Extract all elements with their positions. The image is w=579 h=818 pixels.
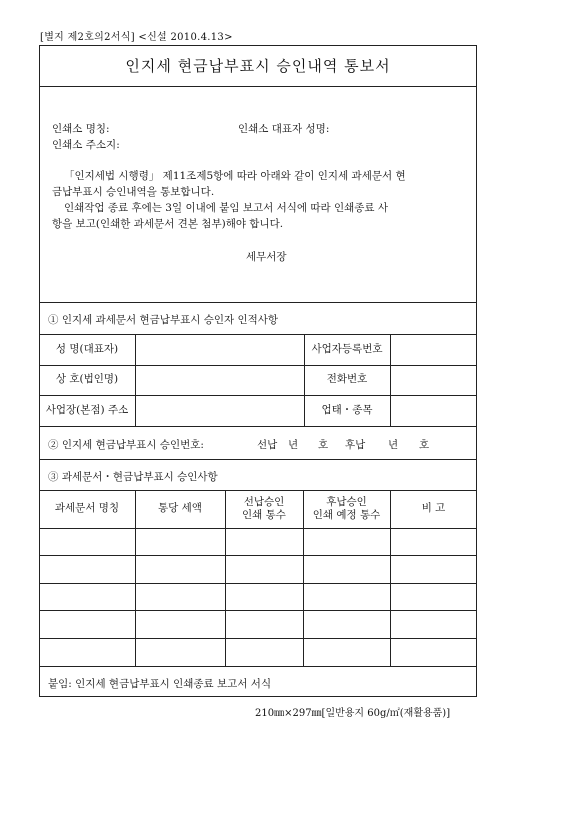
business-reg-number-label: 사업자등록번호 — [311, 342, 383, 355]
approval-number-label: ② 인지세 현금납부표시 승인번호: — [48, 439, 204, 451]
table-row[interactable] — [39, 555, 477, 583]
business-address-field[interactable] — [135, 395, 304, 426]
business-type-field[interactable] — [390, 395, 477, 426]
postpay-year-label: 년 — [388, 439, 399, 451]
prepay-year-label: 년 — [288, 439, 299, 451]
col-document-name: 과세문서 명칭 — [54, 502, 120, 515]
table-row[interactable] — [39, 610, 477, 638]
paper-spec-note: 210㎜×297㎜[일반용지 60g/㎡(재활용품)] — [255, 708, 451, 719]
company-name-field[interactable] — [135, 365, 304, 395]
col-tax-per-copy: 통당 세액 — [158, 502, 202, 515]
col-prepay-line-2: 인쇄 통수 — [242, 509, 286, 521]
company-name-label: 상 호(법인명) — [55, 373, 119, 386]
business-address-label: 사업장(본점) 주소 — [45, 403, 129, 416]
divider — [39, 666, 477, 667]
col-prepay-line-1: 선납승인 — [243, 495, 285, 508]
applicant-name-label: 성 명(대표자) — [55, 342, 119, 355]
form-header: [별지 제2호의2서식] <신설 2010.4.13> — [40, 32, 233, 43]
postpay-number-label: 호 — [419, 439, 430, 451]
business-type-label: 업태・종목 — [321, 403, 373, 416]
notice-paragraph-1-line-2: 금납부표시 승인내역을 통보합니다. — [52, 186, 215, 198]
postpay-label: 후납 — [345, 439, 366, 451]
applicant-name-field[interactable] — [135, 334, 304, 365]
table-row[interactable] — [39, 583, 477, 610]
notice-paragraph-2-line-2: 항을 보고(인쇄한 과세문서 견본 첨부)해야 합니다. — [52, 218, 284, 230]
table-row[interactable] — [39, 638, 477, 666]
prepay-label: 선납 — [257, 439, 278, 451]
print-shop-name-label: 인쇄소 명칭: — [52, 123, 110, 135]
tax-office-head-signer: 세무서장 — [246, 251, 287, 263]
notice-paragraph-2-line-1: 인쇄작업 종료 후에는 3일 이내에 붙임 보고서 서식에 따라 인쇄종료 사 — [64, 202, 389, 214]
divider — [39, 302, 477, 303]
form-title-text: 인지세 현금납부표시 승인내역 통보서 — [125, 57, 391, 75]
notice-paragraph-1-line-1: 「인지세법 시행령」 제11조제5항에 따라 아래와 같이 인지세 과세문서 현 — [64, 170, 406, 182]
phone-number-field[interactable] — [390, 365, 477, 395]
print-shop-address-label: 인쇄소 주소지: — [52, 139, 120, 151]
attachment-note: 붙임: 인지세 현금납부표시 인쇄종료 보고서 서식 — [48, 678, 272, 690]
col-postpay-line-2: 인쇄 예정 통수 — [312, 509, 381, 521]
print-shop-rep-label: 인쇄소 대표자 성명: — [238, 123, 330, 135]
divider — [39, 426, 477, 427]
divider — [39, 459, 477, 460]
col-remarks: 비 고 — [421, 502, 446, 515]
col-postpay-print-count — [303, 490, 390, 528]
section1-heading: ① 인지세 과세문서 현금납부표시 승인자 인적사항 — [48, 314, 279, 326]
phone-number-label: 전화번호 — [326, 373, 368, 386]
business-reg-number-field[interactable] — [390, 334, 477, 365]
col-postpay-line-1: 후납승인 — [326, 495, 367, 508]
table-row[interactable] — [39, 528, 477, 555]
section3-heading: ③ 과세문서・현금납부표시 승인사항 — [48, 471, 218, 483]
col-prepay-print-count — [225, 490, 303, 528]
prepay-number-label: 호 — [318, 439, 329, 451]
form-title — [39, 45, 477, 87]
